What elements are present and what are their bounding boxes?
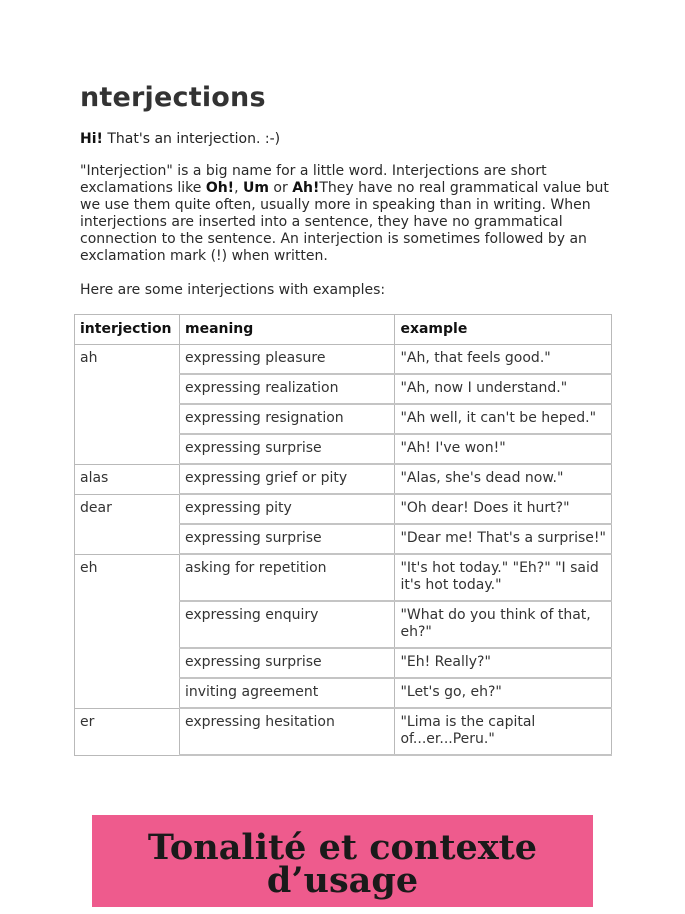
example-cell: "Ah! I've won!": [395, 434, 612, 464]
meaning-cell: expressing pleasure: [179, 345, 394, 375]
header-meaning: meaning: [179, 315, 394, 345]
table-row: [75, 345, 612, 375]
meaning-cell: expressing resignation: [179, 404, 394, 434]
table-row: [75, 464, 612, 494]
table-row: [75, 494, 612, 524]
meaning-cell: asking for repetition: [179, 554, 394, 601]
intro-sep1: ,: [234, 180, 243, 196]
meaning-cell: expressing surprise: [179, 434, 394, 464]
intro-paragraph: [80, 163, 610, 265]
example-cell: "Let's go, eh?": [395, 678, 612, 708]
intro-part2: They have no real grammatical value but we use them quite often, usually more in speaking than in writing. When interjections are inserted into a sentence, they have no grammatical connection to the sentence. An interjection is sometimes followed by an exclamation mark (!) when written.: [80, 180, 609, 264]
interjection-cell: er: [75, 708, 180, 755]
meaning-cell: expressing enquiry: [179, 601, 394, 648]
example-cell: "Ah, that feels good.": [395, 345, 612, 375]
example-cell: "Alas, she's dead now.": [395, 464, 612, 494]
example-cell: "It's hot today." "Eh?" "I said it's hot today.": [395, 554, 612, 601]
header-interjection: interjection: [75, 315, 180, 345]
meaning-cell: inviting agreement: [179, 678, 394, 708]
meaning-cell: expressing grief or pity: [179, 464, 394, 494]
meaning-cell: expressing surprise: [179, 648, 394, 678]
example-cell: "Oh dear! Does it hurt?": [395, 494, 612, 524]
greeting-line: [80, 131, 280, 147]
example-cell: "Lima is the capital of...er...Peru.": [395, 708, 612, 755]
interjection-cell: ah: [75, 345, 180, 465]
meaning-cell: expressing realization: [179, 374, 394, 404]
meaning-cell: expressing surprise: [179, 524, 394, 554]
intro-example-oh: Oh!: [205, 180, 235, 196]
example-cell: "Ah well, it can't be heped.": [395, 404, 612, 434]
example-cell: "What do you think of that, eh?": [395, 601, 612, 648]
intro-example-ah: Ah!: [292, 180, 320, 196]
intro-part1: "Interjection" is a big name for a little word. Interjections are short exclamations like: [80, 163, 547, 196]
document: [80, 82, 620, 113]
interjection-cell: dear: [75, 494, 180, 554]
table-row: [75, 554, 612, 601]
page-title: nterjections: [80, 82, 266, 113]
table-lead-text: Here are some interjections with examples:: [80, 282, 386, 298]
caption-banner: [92, 815, 593, 907]
interjections-table: [74, 314, 612, 756]
greeting-rest: That's an interjection. :-): [102, 131, 281, 147]
example-cell: "Ah, now I understand.": [395, 374, 612, 404]
greeting-bold: Hi!: [80, 131, 103, 147]
table-row: [75, 708, 612, 755]
interjection-cell: eh: [75, 554, 180, 708]
table-header-row: [75, 315, 612, 345]
meaning-cell: expressing pity: [179, 494, 394, 524]
intro-sep2: or: [268, 180, 293, 196]
example-cell: "Dear me! That's a surprise!": [395, 524, 612, 554]
example-cell: "Eh! Really?": [395, 648, 612, 678]
interjection-cell: alas: [75, 464, 180, 494]
banner-title: Tonalité et contexte d’usage: [147, 827, 538, 901]
header-example: example: [395, 315, 612, 345]
meaning-cell: expressing hesitation: [179, 708, 394, 755]
intro-example-um: Um: [242, 180, 269, 196]
